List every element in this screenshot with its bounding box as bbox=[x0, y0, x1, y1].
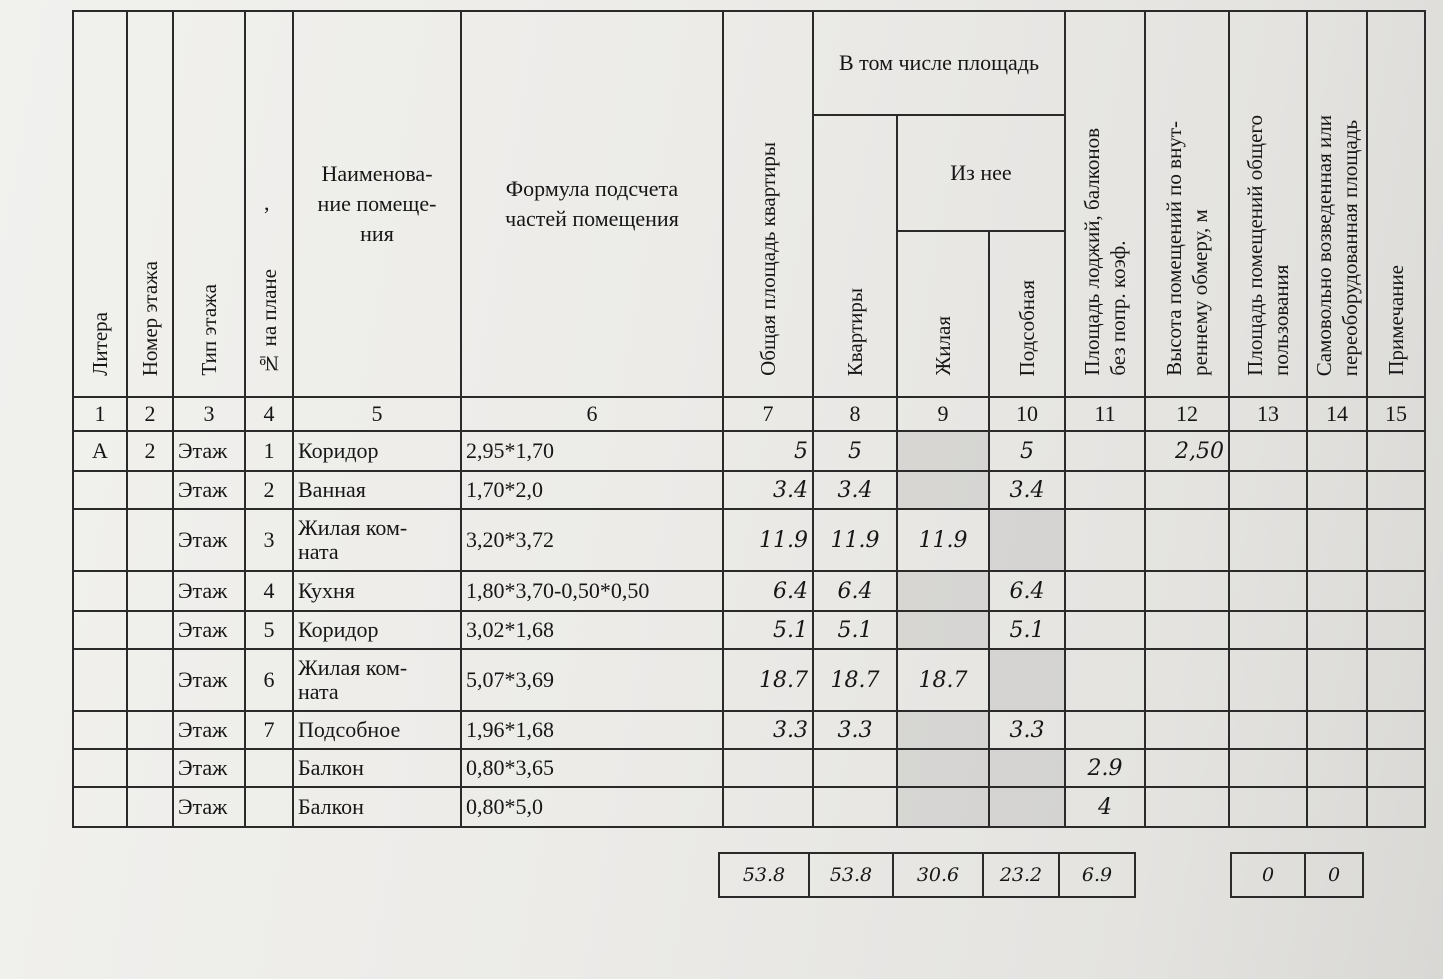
total-area-cell: 3.4 bbox=[723, 471, 813, 509]
floor-cell bbox=[127, 649, 173, 711]
unauthorized-area-cell bbox=[1307, 649, 1367, 711]
living-area-cell bbox=[897, 749, 989, 787]
header-total-area: Общая площадь квартиры bbox=[723, 11, 813, 397]
table-row bbox=[73, 611, 1425, 649]
plan-number-cell: 7 bbox=[245, 711, 293, 749]
total-area-sum: 53.8 bbox=[718, 852, 810, 898]
total-area-cell: 18.7 bbox=[723, 649, 813, 711]
note-cell bbox=[1367, 611, 1425, 649]
balcony-area-cell: 4 bbox=[1065, 787, 1145, 827]
unauthorized-area-cell bbox=[1307, 749, 1367, 787]
common-area-cell bbox=[1229, 571, 1307, 611]
balcony-area-cell bbox=[1065, 611, 1145, 649]
room-name-cell: Ванная bbox=[293, 471, 461, 509]
floor-cell bbox=[127, 711, 173, 749]
litera-cell bbox=[73, 711, 127, 749]
auxiliary-area-cell bbox=[989, 649, 1065, 711]
header-including-area: В том числе площадь bbox=[813, 11, 1065, 115]
header-common-area: Площадь помещений общего пользования bbox=[1229, 11, 1307, 397]
unauthorized-area-cell bbox=[1307, 571, 1367, 611]
header-formula: Формула подсчета частей помещения bbox=[461, 11, 723, 397]
apartment-area-cell: 11.9 bbox=[813, 509, 897, 571]
room-name-cell: Кухня bbox=[293, 571, 461, 611]
auxiliary-area-cell: 5.1 bbox=[989, 611, 1065, 649]
floor-cell bbox=[127, 749, 173, 787]
column-number: 14 bbox=[1307, 397, 1367, 431]
formula-cell: 1,96*1,68 bbox=[461, 711, 723, 749]
table-row bbox=[73, 509, 1425, 571]
height-cell bbox=[1145, 749, 1229, 787]
header-apartment: Квартиры bbox=[813, 115, 897, 397]
column-number: 7 bbox=[723, 397, 813, 431]
litera-cell bbox=[73, 571, 127, 611]
height-cell: 2,50 bbox=[1145, 431, 1229, 471]
common-area-cell bbox=[1229, 509, 1307, 571]
plan-number-cell: 3 bbox=[245, 509, 293, 571]
note-cell bbox=[1367, 471, 1425, 509]
totals-group-area bbox=[718, 852, 1136, 898]
header-auxiliary: Подсобная bbox=[989, 231, 1065, 397]
floor-cell: 2 bbox=[127, 431, 173, 471]
formula-cell: 3,02*1,68 bbox=[461, 611, 723, 649]
header-living: Жилая bbox=[897, 231, 989, 397]
column-number: 10 bbox=[989, 397, 1065, 431]
litera-cell bbox=[73, 787, 127, 827]
floor-type-cell: Этаж bbox=[173, 711, 245, 749]
balcony-area-cell bbox=[1065, 571, 1145, 611]
unauthorized-area-cell bbox=[1307, 611, 1367, 649]
litera-cell bbox=[73, 471, 127, 509]
totals-group-common bbox=[1230, 852, 1364, 898]
table-row bbox=[73, 471, 1425, 509]
litera-cell bbox=[73, 649, 127, 711]
formula-cell: 1,80*3,70-0,50*0,50 bbox=[461, 571, 723, 611]
room-name-cell: Жилая ком- ната bbox=[293, 509, 461, 571]
common-area-cell bbox=[1229, 611, 1307, 649]
auxiliary-area-cell bbox=[989, 749, 1065, 787]
total-area-cell: 5.1 bbox=[723, 611, 813, 649]
formula-cell: 2,95*1,70 bbox=[461, 431, 723, 471]
formula-cell: 5,07*3,69 bbox=[461, 649, 723, 711]
column-number-row bbox=[73, 397, 1425, 431]
height-cell bbox=[1145, 471, 1229, 509]
height-cell bbox=[1145, 571, 1229, 611]
room-name-cell: Подсобное bbox=[293, 711, 461, 749]
column-number: 1 bbox=[73, 397, 127, 431]
auxiliary-area-cell: 5 bbox=[989, 431, 1065, 471]
height-cell bbox=[1145, 611, 1229, 649]
floor-type-cell: Этаж bbox=[173, 787, 245, 827]
column-number: 6 bbox=[461, 397, 723, 431]
column-number: 4 bbox=[245, 397, 293, 431]
header-floor-type: Тип этажа bbox=[173, 11, 245, 397]
living-area-cell: 18.7 bbox=[897, 649, 989, 711]
total-area-cell: 11.9 bbox=[723, 509, 813, 571]
header-of-which: Из нее bbox=[897, 115, 1065, 231]
column-number: 9 bbox=[897, 397, 989, 431]
header-room-name: Наименова- ние помеще- ния bbox=[293, 11, 461, 397]
note-cell bbox=[1367, 509, 1425, 571]
floor-cell bbox=[127, 611, 173, 649]
unauthorized-area-cell bbox=[1307, 711, 1367, 749]
height-cell bbox=[1145, 711, 1229, 749]
apartment-area-cell: 18.7 bbox=[813, 649, 897, 711]
balcony-area-cell bbox=[1065, 509, 1145, 571]
note-cell bbox=[1367, 711, 1425, 749]
header-note: Примечание bbox=[1367, 11, 1425, 397]
floor-type-cell: Этаж bbox=[173, 509, 245, 571]
auxiliary-area-cell bbox=[989, 787, 1065, 827]
floor-cell bbox=[127, 571, 173, 611]
column-number: 2 bbox=[127, 397, 173, 431]
litera-cell bbox=[73, 749, 127, 787]
unauthorized-area-cell bbox=[1307, 787, 1367, 827]
height-cell bbox=[1145, 787, 1229, 827]
note-cell bbox=[1367, 649, 1425, 711]
column-number: 11 bbox=[1065, 397, 1145, 431]
auxiliary-area-cell: 3.3 bbox=[989, 711, 1065, 749]
column-number: 12 bbox=[1145, 397, 1229, 431]
living-area-cell bbox=[897, 611, 989, 649]
living-area-cell bbox=[897, 711, 989, 749]
header-floor-number: Номер этажа bbox=[127, 11, 173, 397]
room-name-cell: Жилая ком- ната bbox=[293, 649, 461, 711]
header-unauthorized-area: Самовольно возведенная или переоборудованная площадь bbox=[1307, 11, 1367, 397]
plan-number-cell: 5 bbox=[245, 611, 293, 649]
auxiliary-area-cell bbox=[989, 509, 1065, 571]
total-area-cell: 6.4 bbox=[723, 571, 813, 611]
total-area-cell bbox=[723, 749, 813, 787]
column-number: 8 bbox=[813, 397, 897, 431]
table-row bbox=[73, 749, 1425, 787]
table-row bbox=[73, 571, 1425, 611]
total-auxiliary-sum: 23.2 bbox=[982, 852, 1060, 898]
plan-number-cell: 4 bbox=[245, 571, 293, 611]
unauthorized-area-cell bbox=[1307, 509, 1367, 571]
table-row bbox=[73, 787, 1425, 827]
living-area-cell bbox=[897, 787, 989, 827]
note-cell bbox=[1367, 787, 1425, 827]
apartment-area-cell: 3.3 bbox=[813, 711, 897, 749]
total-apartment-sum: 53.8 bbox=[808, 852, 894, 898]
living-area-cell bbox=[897, 431, 989, 471]
column-number: 3 bbox=[173, 397, 245, 431]
litera-cell bbox=[73, 611, 127, 649]
apartment-area-cell bbox=[813, 787, 897, 827]
total-living-sum: 30.6 bbox=[892, 852, 984, 898]
note-cell bbox=[1367, 431, 1425, 471]
living-area-cell bbox=[897, 471, 989, 509]
auxiliary-area-cell: 3.4 bbox=[989, 471, 1065, 509]
table-row bbox=[73, 711, 1425, 749]
room-name-cell: Коридор bbox=[293, 611, 461, 649]
table-row bbox=[73, 649, 1425, 711]
plan-number-cell: 2 bbox=[245, 471, 293, 509]
balcony-area-cell bbox=[1065, 471, 1145, 509]
total-balcony-sum: 6.9 bbox=[1058, 852, 1136, 898]
height-cell bbox=[1145, 509, 1229, 571]
apartment-area-cell: 5.1 bbox=[813, 611, 897, 649]
total-common-sum: 0 bbox=[1230, 852, 1306, 898]
litera-cell: А bbox=[73, 431, 127, 471]
auxiliary-area-cell: 6.4 bbox=[989, 571, 1065, 611]
floor-cell bbox=[127, 471, 173, 509]
header-litera: Литера bbox=[73, 11, 127, 397]
header-row-1 bbox=[73, 11, 1425, 115]
floor-type-cell: Этаж bbox=[173, 749, 245, 787]
room-name-cell: Балкон bbox=[293, 787, 461, 827]
header-height: Высота помещений по внут- реннему обмеру, м bbox=[1145, 11, 1229, 397]
living-area-cell: 11.9 bbox=[897, 509, 989, 571]
balcony-area-cell bbox=[1065, 431, 1145, 471]
apartment-area-cell bbox=[813, 749, 897, 787]
common-area-cell bbox=[1229, 431, 1307, 471]
balcony-area-cell bbox=[1065, 649, 1145, 711]
room-inventory-table bbox=[72, 10, 1426, 828]
balcony-area-cell: 2.9 bbox=[1065, 749, 1145, 787]
total-area-cell: 3.3 bbox=[723, 711, 813, 749]
plan-number-cell bbox=[245, 787, 293, 827]
unauthorized-area-cell bbox=[1307, 471, 1367, 509]
header-balcony-area: Площадь лоджий, балконов без попр. коэф. bbox=[1065, 11, 1145, 397]
floor-cell bbox=[127, 787, 173, 827]
room-name-cell: Коридор bbox=[293, 431, 461, 471]
formula-cell: 1,70*2,0 bbox=[461, 471, 723, 509]
plan-number-cell bbox=[245, 749, 293, 787]
floor-type-cell: Этаж bbox=[173, 611, 245, 649]
note-cell bbox=[1367, 571, 1425, 611]
litera-cell bbox=[73, 509, 127, 571]
floor-type-cell: Этаж bbox=[173, 571, 245, 611]
formula-cell: 3,20*3,72 bbox=[461, 509, 723, 571]
balcony-area-cell bbox=[1065, 711, 1145, 749]
table-row bbox=[73, 431, 1425, 471]
common-area-cell bbox=[1229, 749, 1307, 787]
floor-type-cell: Этаж bbox=[173, 649, 245, 711]
apartment-area-cell: 5 bbox=[813, 431, 897, 471]
note-cell bbox=[1367, 749, 1425, 787]
header-plan-mark: , bbox=[264, 190, 270, 215]
floor-cell bbox=[127, 509, 173, 571]
total-area-cell bbox=[723, 787, 813, 827]
height-cell bbox=[1145, 649, 1229, 711]
floor-type-cell: Этаж bbox=[173, 431, 245, 471]
common-area-cell bbox=[1229, 471, 1307, 509]
column-number: 5 bbox=[293, 397, 461, 431]
living-area-cell bbox=[897, 571, 989, 611]
plan-number-cell: 6 bbox=[245, 649, 293, 711]
common-area-cell bbox=[1229, 649, 1307, 711]
unauthorized-area-cell bbox=[1307, 431, 1367, 471]
room-name-cell: Балкон bbox=[293, 749, 461, 787]
column-number: 15 bbox=[1367, 397, 1425, 431]
header-plan-number: , № на плане bbox=[245, 11, 293, 397]
column-number: 13 bbox=[1229, 397, 1307, 431]
apartment-area-cell: 3.4 bbox=[813, 471, 897, 509]
common-area-cell bbox=[1229, 711, 1307, 749]
apartment-area-cell: 6.4 bbox=[813, 571, 897, 611]
formula-cell: 0,80*5,0 bbox=[461, 787, 723, 827]
floor-type-cell: Этаж bbox=[173, 471, 245, 509]
total-area-cell: 5 bbox=[723, 431, 813, 471]
common-area-cell bbox=[1229, 787, 1307, 827]
formula-cell: 0,80*3,65 bbox=[461, 749, 723, 787]
plan-number-cell: 1 bbox=[245, 431, 293, 471]
total-unauthorized-sum: 0 bbox=[1304, 852, 1364, 898]
